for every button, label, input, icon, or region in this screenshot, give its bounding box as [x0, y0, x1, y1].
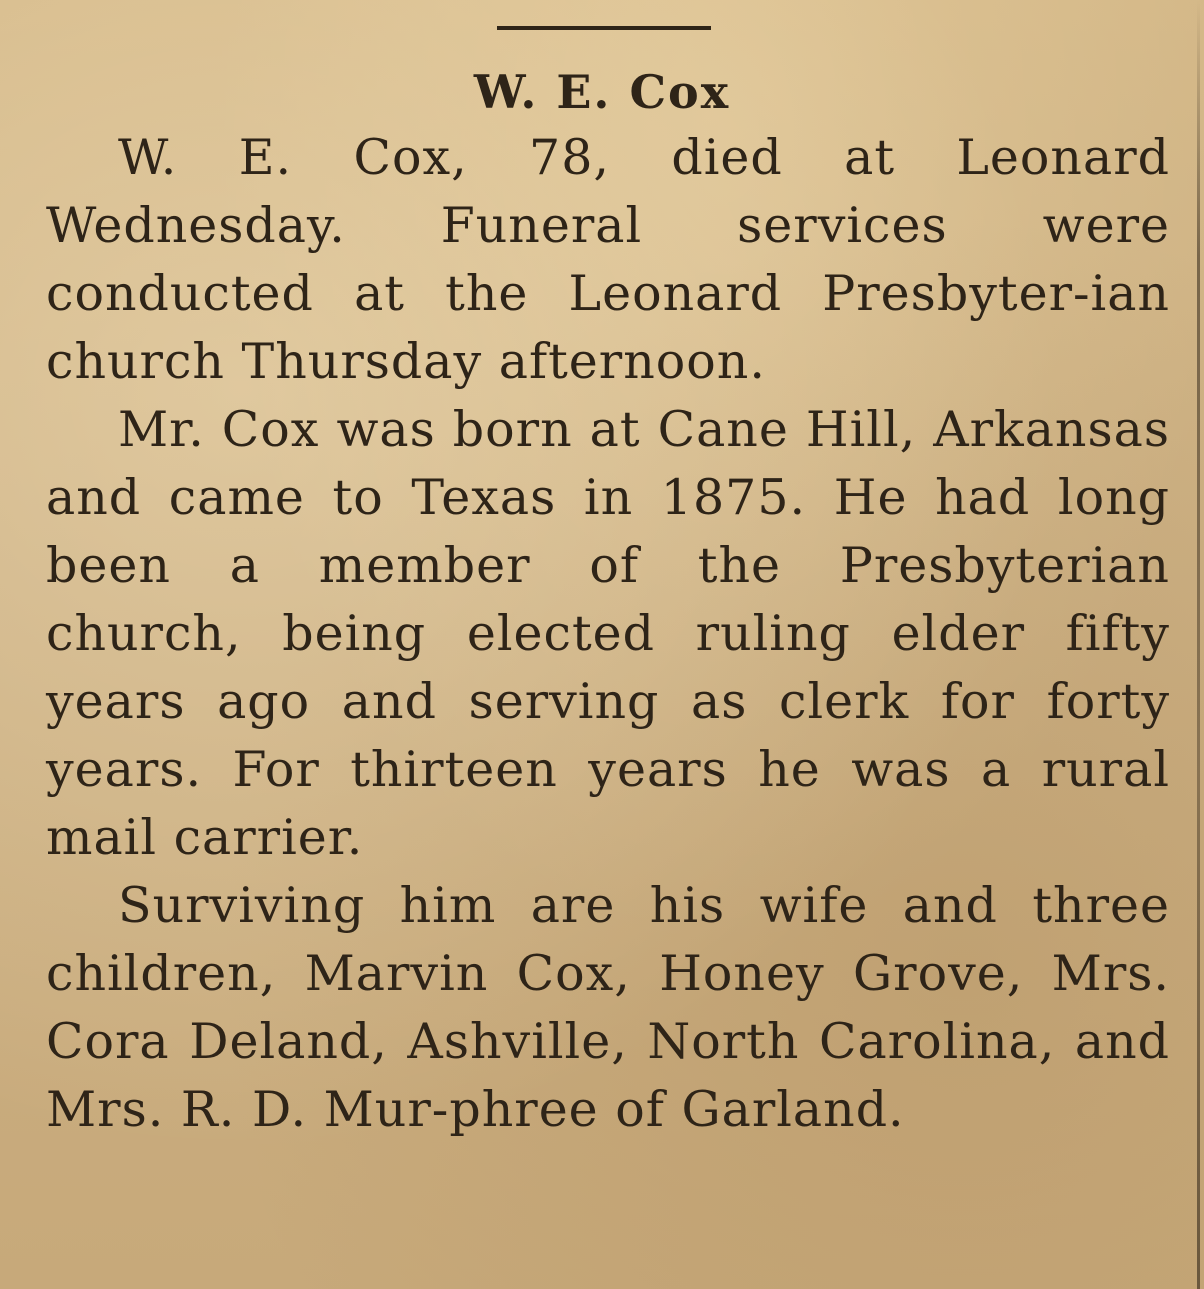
article-body — [46, 124, 1170, 1144]
paragraph-death-notice: W. E. Cox, 78, died at Leonard Wednesday. Funeral services were conducted at the Leonard Presbyter-ian church Thursday afternoon. — [46, 129, 1170, 390]
top-rule — [497, 26, 711, 30]
article-headline: W. E. Cox — [473, 65, 731, 119]
clipping-edge — [1197, 0, 1200, 1289]
paragraph-biography: Mr. Cox was born at Cane Hill, Arkansas and came to Texas in 1875. He had long been a member of the Presbyterian church, being elected ruling elder fifty years ago and serving as clerk for forty years. For thirteen years he was a rural mail carrier. — [46, 401, 1170, 866]
paragraph-survivors: Surviving him are his wife and three children, Marvin Cox, Honey Grove, Mrs. Cora Deland, Ashville, North Carolina, and Mrs. R. D. Mur-phree of Garland. — [46, 877, 1170, 1138]
